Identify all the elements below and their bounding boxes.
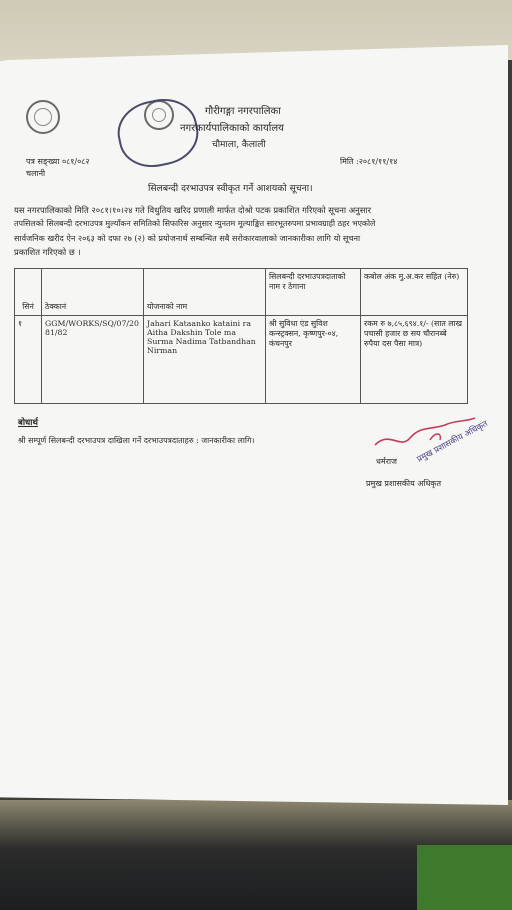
signatory-name: धर्मराज [376, 457, 397, 466]
cell-project-name: Jahari Kataanko kataini ra Aitha Dakshin Tole ma Surma Nadima Tatbandhan Nirman [144, 316, 266, 404]
office-name: नगरकार्यपालिकाको कार्यालय [180, 123, 284, 134]
cell-bidder: श्री सुविधा एंड सुविश कन्स्ट्रक्सन, कृष्णपुर-०४, कंचनपुर [266, 316, 361, 404]
cell-contract-no: GGM/WORKS/SQ/07/2081/82 [42, 316, 144, 404]
dispatch-label: चलानी [26, 169, 46, 178]
background-green-cloth [417, 845, 512, 910]
header-sn: सिनं [15, 269, 42, 316]
bid-table [14, 268, 468, 404]
signatory-designation: प्रमुख प्रशासकीय अधिकृत [366, 479, 442, 488]
paragraph-line: प्रकाशित गरिएको छ । [14, 247, 81, 257]
notice-title: सिलबन्दी दरभाउपत्र स्वीकृत गर्ने आशयको सूचना। [148, 183, 313, 194]
paragraph-line: यस नगरपालिकाको मिति २०८१।१०।२४ गते विधुतिय खरिद प्रणाली मार्फत दोश्रो पटक प्रकाशित गरिएको सूचना अनुसार [14, 205, 372, 215]
bodharth-title: बोधार्थ [18, 418, 38, 428]
notice-date: मिति :२०८१/११/१४ [340, 157, 398, 166]
cell-sn: १ [15, 316, 42, 404]
office-location: चौमाला, कैलाली [212, 140, 266, 150]
bodharth-line: श्री सम्पूर्ण सिलबन्दी दरभाउपत्र दाखिला गर्ने दरभाउपत्रदाताहरु : जानकारीका लागि। [18, 436, 255, 445]
header-project-name: योजनाको नाम [144, 269, 266, 316]
paragraph-line: सार्वजनिक खरीद ऐन २०६३ को दफा २७ (२) को प्रयोजनार्थ सम्बन्धित सबै सरोकारवालाको जानकारीका लागि यो सूचना [14, 233, 361, 243]
table-header-row [15, 269, 468, 316]
letter-number: पत्र सङ्ख्या ०८१/०८२ [26, 157, 90, 166]
municipality-name: गौरीगङ्गा नगरपालिका [205, 106, 281, 117]
header-bidder: सिलबन्दी दरभाउपत्रदाताको नाम र ठेगाना [266, 269, 361, 316]
header-amount: कबोल अंक मु.अ.कर सहित (नेरु) [361, 269, 468, 316]
table-row [15, 316, 468, 404]
designation-stamp: प्रमुख प्रशासकीय अधिकृत [415, 418, 490, 464]
cell-amount: रकम रु ७,८५,६९४.१/- (सात लाख पचासी हजार छ सय चौरानब्बे रुपैया दस पैसा मात्र) [361, 316, 468, 404]
nepal-emblem-icon [26, 100, 60, 134]
paragraph-line: तपसिलको सिलबन्दी दरभाउपत्र मुल्याँकन समितिको सिफारिस अनुसार न्युनतम मूल्याङ्कित सारभूतरुपमा प्रभावग्राही ठहर भएकोले [14, 219, 376, 228]
header-contract-no: ठेक्कानं [42, 269, 144, 316]
